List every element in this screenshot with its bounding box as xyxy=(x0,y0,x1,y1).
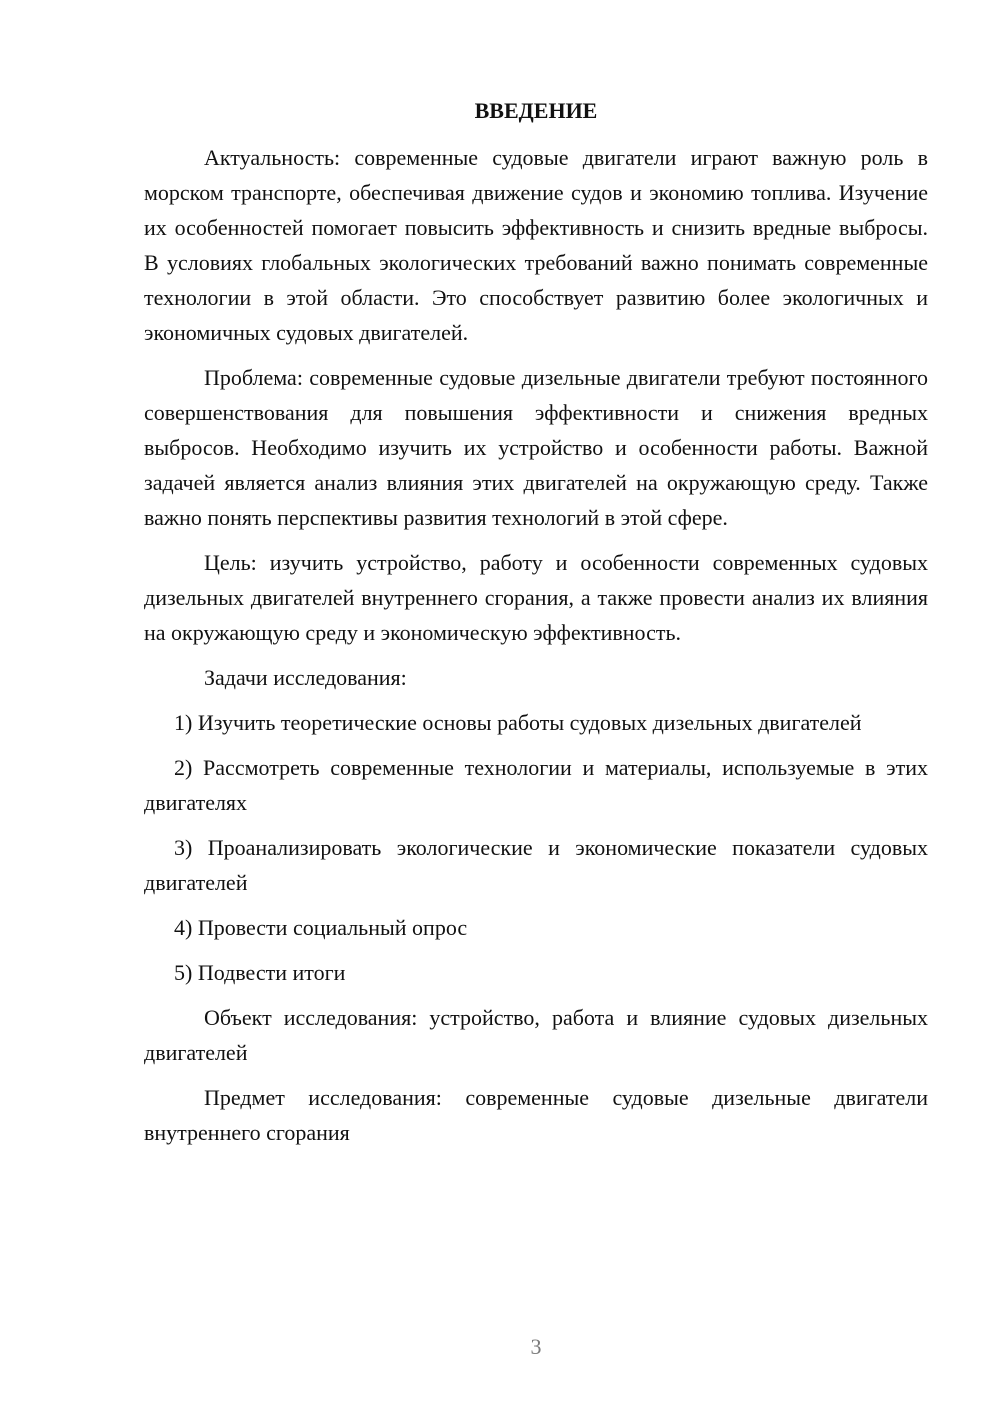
paragraph-problem: Проблема: современные судовые дизельные двигатели требуют постоянного совершенствования для повышения эффективности и снижения вредных выбросов. Необходимо изучить их устройство и особенности работы. Важной задачей является анализ влияния этих двигателей на окружающую среду. Также важно понять перспективы развития технологий в этой сфере. xyxy=(144,365,928,530)
section-heading: ВВЕДЕНИЕ xyxy=(474,98,598,123)
task-item-5: 5) Подвести итоги xyxy=(174,960,346,985)
page-number: 3 xyxy=(530,1334,542,1359)
paragraph-object: Объект исследования: устройство, работа и влияние судовых дизельных двигателей xyxy=(144,1005,928,1065)
page-content xyxy=(144,96,928,1160)
task-item-1: 1) Изучить теоретические основы работы судовых дизельных двигателей xyxy=(174,710,862,735)
task-item-4: 4) Провести социальный опрос xyxy=(174,915,468,940)
paragraph-tasks-intro: Задачи исследования: xyxy=(204,665,407,690)
task-item-3: 3) Проанализировать экологические и экономические показатели судовых двигателей xyxy=(144,835,928,895)
paragraph-relevance: Актуальность: современные судовые двигатели играют важную роль в морском транспорте, обеспечивая движение судов и экономию топлива. Изучение их особенностей помогает повысить эффективность и снизить вредные выбросы. В условиях глобальных экологических требований важно понимать современные технологии в этой области. Это способствует развитию более экологичных и экономичных судовых двигателей. xyxy=(144,145,928,345)
task-item-2: 2) Рассмотреть современные технологии и материалы, используемые в этих двигателях xyxy=(144,755,928,815)
paragraph-subject: Предмет исследования: современные судовые дизельные двигатели внутреннего сгорания xyxy=(144,1085,928,1145)
paragraph-goal: Цель: изучить устройство, работу и особенности современных судовых дизельных двигателей внутреннего сгорания, а также провести анализ их влияния на окружающую среду и экономическую эффективность. xyxy=(144,550,928,645)
